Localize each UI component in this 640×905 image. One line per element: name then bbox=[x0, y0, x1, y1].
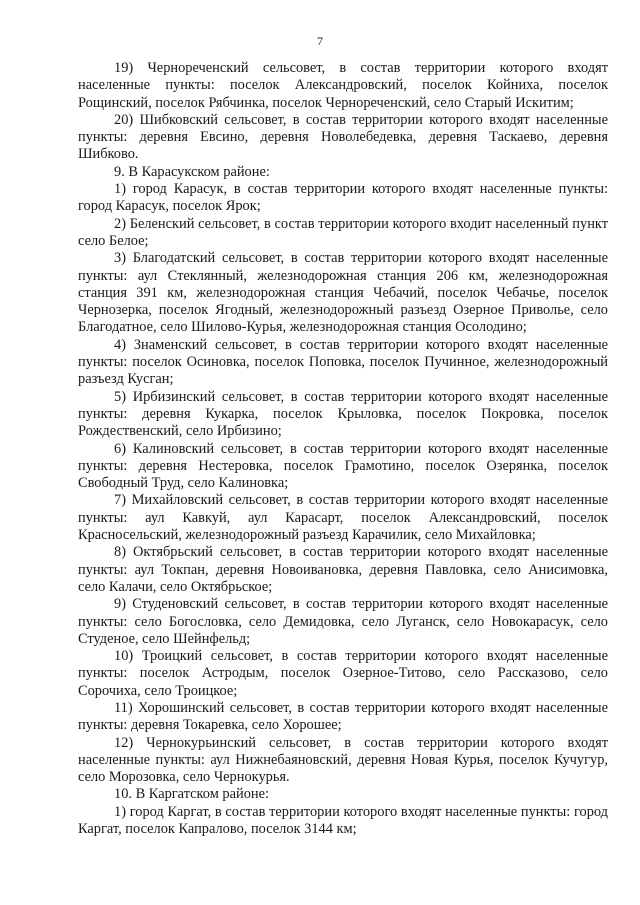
item-belensky: 2) Беленский сельсовет, в состав территории которого входит населенный пункт село Белое; bbox=[78, 215, 608, 249]
page-number: 7 bbox=[317, 34, 323, 48]
item-kargat-city: 1) город Каргат, в состав территории которого входят населенные пункты: город Каргат, поселок Капралово, поселок 3144 км; bbox=[78, 803, 608, 838]
document-body bbox=[78, 60, 608, 838]
section-heading-karasuk: 9. В Карасукском районе: bbox=[114, 163, 270, 180]
item-troitsky: 10) Троицкий сельсовет, в состав территории которого входят населенные пункты: поселок Астродым, поселок Озерное-Титово, село Рассказово, село Сорочиха, село Троицкое; bbox=[78, 648, 608, 699]
item-karasuk-city: 1) город Карасук, в состав территории которого входят населенные пункты: город Карасук, поселок Ярок; bbox=[78, 181, 608, 215]
section-heading-kargat: 10. В Каргатском районе: bbox=[114, 786, 269, 803]
item-blagodatsky: 3) Благодатский сельсовет, в состав территории которого входят населенные пункты: аул Стеклянный, железнодорожная станция 206 км, железнодорожная станция 391 км, железнодорожная станция Чебачий, поселок Чебачье, поселок Чернозерка, поселок Ягодный, железнодорожный разъезд Озерное Приволье, село Благодатное, село Шилово-Курья, железнодорожная станция Осолодино; bbox=[78, 250, 608, 336]
item-shibkovsky: 20) Шибковский сельсовет, в состав территории которого входят населенные пункты: деревня Евсино, деревня Новолебедевка, деревня Таскаево, деревня Шибково. bbox=[78, 111, 608, 163]
item-znamensky: 4) Знаменский сельсовет, в состав территории которого входят населенные пункты: поселок Осиновка, поселок Поповка, поселок Пучинное, железнодорожный разъезд Кусган; bbox=[78, 336, 608, 388]
item-khoroshinsky: 11) Хорошинский сельсовет, в состав территории которого входят населенные пункты: деревня Токаревка, село Хорошее; bbox=[78, 699, 608, 734]
item-chernorechensky: 19) Чернореченский сельсовет, в состав территории которого входят населенные пункты: поселок Александровский, поселок Койниха, поселок Рощинский, поселок Рябчинка, поселок Чернореченский, село Старый Искитим; bbox=[78, 60, 608, 111]
item-mikhailovsky: 7) Михайловский сельсовет, в состав территории которого входят населенные пункты: аул Кавкуй, аул Карасарт, поселок Александровский, поселок Красносельский, железнодорожный разъезд Карачилик, село Михайловка; bbox=[78, 492, 608, 544]
item-irbizinsky: 5) Ирбизинский сельсовет, в состав территории которого входят населенные пункты: деревня Кукарка, поселок Крыловка, поселок Покровка, поселок Рождественский, село Ирбизино; bbox=[78, 388, 608, 440]
item-oktyabrsky: 8) Октябрьский сельсовет, в состав территории которого входят населенные пункты: аул Токпан, деревня Новоивановка, деревня Павловка, село Анисимовка, село Калачи, село Октябрьское; bbox=[78, 544, 608, 595]
item-studenovsky: 9) Студеновский сельсовет, в состав территории которого входят населенные пункты: село Богословка, село Демидовка, село Луганск, село Новокарасук, село Студеное, село Шейнфельд; bbox=[78, 596, 608, 647]
item-kalinovsky: 6) Калиновский сельсовет, в состав территории которого входят населенные пункты: деревня Нестеровка, поселок Грамотино, поселок Озерянка, поселок Свободный Труд, село Калиновка; bbox=[78, 440, 608, 492]
item-chernokuryinsky: 12) Чернокурьинский сельсовет, в состав территории которого входят населенные пункты: аул Нижнебаяновский, деревня Новая Курья, поселок Кучугур, село Морозовка, село Чернокурья. bbox=[78, 734, 608, 786]
